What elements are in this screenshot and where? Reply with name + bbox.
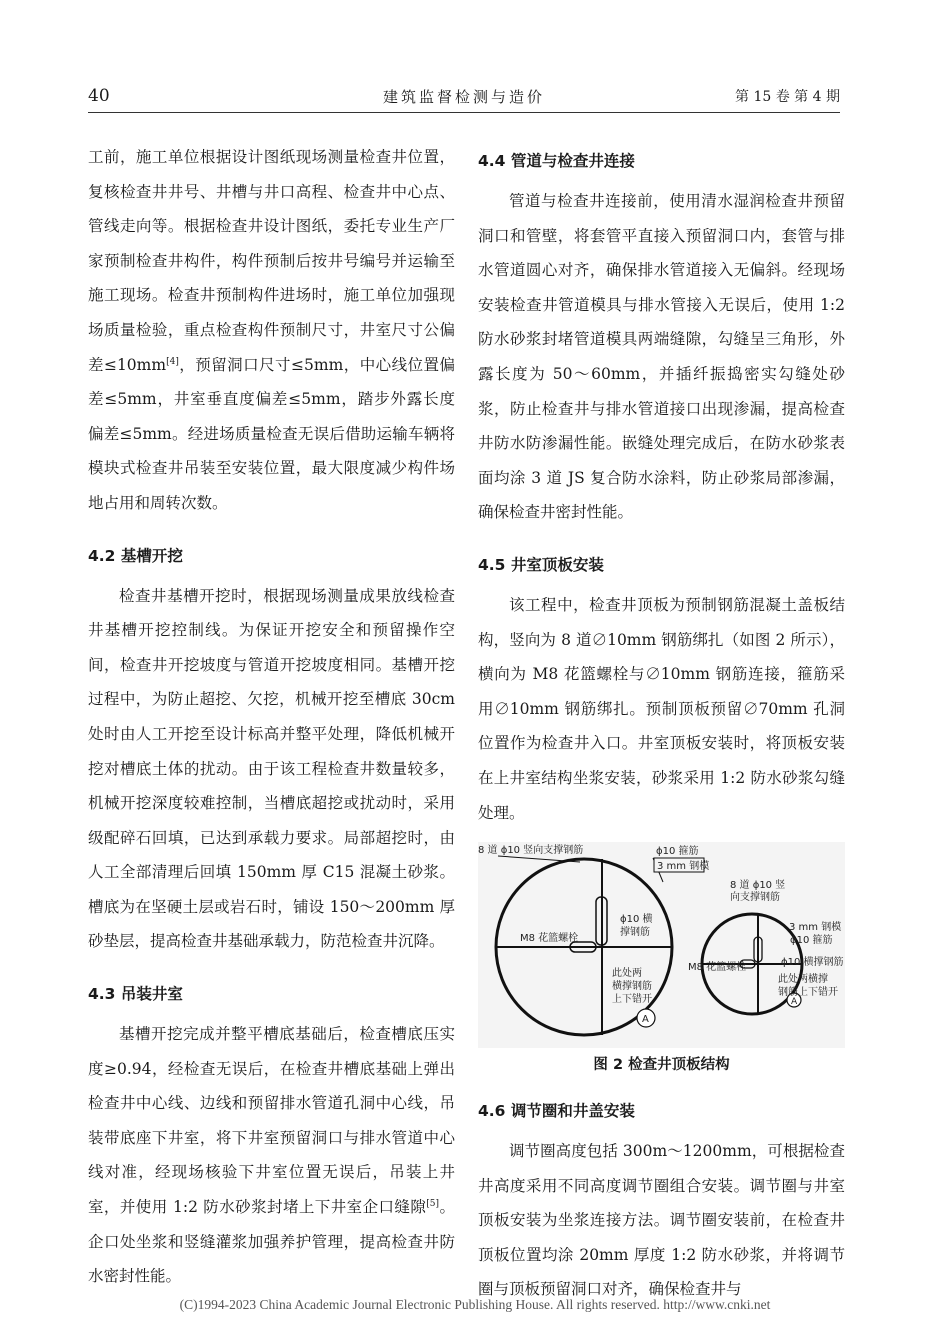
paragraph: 管道与检查井连接前，使用清水湿润检查井预留洞口和管壁，将套管平直接入预留洞口内，套管与排水管道圆心对齐，确保排水管道接入无偏斜。经现场安装检查井管道模具与排水管接入无误后，使用 1:2 防水砂浆封堵管道模具两端缝隙，勾缝呈三角形，外露长度为 50～60mm，并插纤振捣密实勾缝处砂浆，防止检查井与排水管道接口出现渗漏，提高检查井防水防渗漏性能。嵌缝处理完成后，在防水砂浆表面均涂 3 道 JS 复合防水涂料，防止砂浆局部渗漏，确保检查井密封性能。	[478, 192, 845, 522]
section-heading-4-2: 4.2 基槽开挖	[88, 546, 183, 565]
paragraph-text: 。企口处坐浆和竖缝灌浆加强养护管理，提高检查井防水密封性能。	[88, 1198, 455, 1286]
big-label-note3: 上下错开	[612, 994, 652, 1006]
small-label-mold: 3 mm 钢模	[789, 922, 842, 934]
big-label-horiz2: 撑钢筋	[620, 927, 650, 939]
big-label-horiz1: ϕ10 横	[620, 914, 653, 926]
paragraph	[88, 1017, 455, 1294]
left-column	[88, 140, 455, 1294]
small-label-bolt: M8 花篮螺栓	[688, 962, 747, 974]
paragraph: 该工程中，检查井顶板为预制钢筋混凝土盖板结构，竖向为 8 道∅10mm 钢筋绑扎（如图 2 所示），横向为 M8 花篮螺栓与∅10mm 钢筋连接，箍筋采用∅10mm 钢筋绑扎。预制顶板预留∅70mm 孔洞位置作为检查井入口。井室顶板安装时，将顶板安装在上井室结构坐浆安装，砂浆采用 1:2 防水砂浆勾缝处理。	[478, 595, 845, 822]
figure-caption: 图 2 检查井顶板结构	[593, 1057, 730, 1074]
big-label-mold: 3 mm 钢模	[657, 861, 710, 873]
paragraph: 调节圈高度包括 300m～1200mm，可根据检查井高度采用不同高度调节圈组合安装。调节圈与井室顶板安装为坐浆连接方法。调节圈安装前，在检查井顶板位置均涂 20mm 厚度 1:2 防水砂浆，并将调节圈与顶板预留洞口对齐，确保检查井与	[478, 1142, 845, 1299]
big-label-note2: 横撑钢筋	[612, 981, 652, 993]
paragraph-text: ，预留洞口尺寸≤5mm，中心线位置偏差≤5mm，井室垂直度偏差≤5mm，踏步外露长度偏差≤5mm。经进场质量检查无误后借助运输车辆将模块式检查井吊装至安装位置，最大限度减少构件场地占用和周转次数。	[88, 355, 456, 512]
big-label-note1: 此处两	[612, 968, 642, 980]
running-header	[88, 86, 840, 110]
section-heading-4-6: 4.6 调节圈和井盖安装	[478, 1102, 635, 1121]
header-divider	[88, 112, 840, 113]
small-label-stirrup: ϕ10 箍筋	[790, 935, 833, 947]
small-label-vert1: 8 道 ϕ10 竖	[730, 880, 786, 892]
section-heading-4-5: 4.5 井室顶板安装	[478, 555, 604, 574]
big-label-bolt: M8 花篮螺栓	[520, 933, 579, 945]
figure-2	[478, 842, 845, 1048]
small-label-note1: 此处两横撑	[778, 974, 828, 986]
section-heading-4-3: 4.3 吊装井室	[88, 985, 183, 1004]
paragraph: 检查井基槽开挖时，根据现场测量成果放线检查井基槽开挖控制线。为保证开挖安全和预留操作空间，检查井开挖坡度与管道开挖坡度相同。基槽开挖过程中，为防止超挖、欠挖，机械开挖至槽底 30cm 处时由人工开挖至设计标高并整平处理，降低机械开挖对槽底土体的扰动。由于该工程检查井数量较多，机械开挖深度较难控制，当槽底超挖或扰动时，采用级配碎石回填，已达到承载力要求。局部超挖时，由人工全部清理后回填 150mm 厚 C15 混凝土砂浆。槽底为在坚硬土层或岩石时，铺设 150～200mm 厚砂垫层，提高检查井基础承载力，防范检查井沉降。	[88, 586, 455, 951]
volume-issue: 第 15 卷 第 4 期	[735, 89, 840, 105]
manhole-roof-diagram	[478, 842, 845, 1048]
paragraph-continued	[88, 140, 455, 521]
big-label-vert: 8 道 ϕ10 竖向支撑钢筋	[478, 845, 584, 857]
section-heading-4-4: 4.4 管道与检查井连接	[478, 152, 635, 170]
citation-5[interactable]: [5]	[426, 1198, 440, 1209]
right-column	[478, 140, 845, 1307]
paragraph-text: 基槽开挖完成并整平槽底基础后，检查槽底压实度≥0.94，经检查无误后，在检查井槽底基础上弹出检查井中心线、边线和预留排水管道孔洞中心线，吊装带底座下井室，将下井室预留洞口与排水管道中心线对准，经现场核验下井室位置无误后，吊装上井室，并使用 1:2 防水砂浆封堵上下井室企口缝隙	[88, 1025, 455, 1217]
big-marker: A	[642, 1014, 649, 1026]
big-label-stirrup: ϕ10 箍筋	[656, 846, 699, 858]
page-number: 40	[88, 86, 110, 106]
small-label-note2: 钢筋上下错开	[778, 987, 838, 999]
copyright-footer: (C)1994-2023 China Academic Journal Electronic Publishing House. All rights reserved. http://www.cnki.net	[179, 1297, 771, 1312]
paragraph-text: 工前，施工单位根据设计图纸现场测量检查井位置，复核检查井井号、井槽与井口高程、检查井中心点、管线走向等。根据检查井设计图纸，委托专业生产厂家预制检查井构件，构件预制后按井号编号并运输至施工现场。检查井预制构件进场时，施工单位加强现场质量检验，重点检查构件预制尺寸，井室尺寸公偏差≤10mm	[88, 148, 455, 374]
citation-4[interactable]: [4]	[166, 356, 179, 367]
small-label-horiz: ϕ10 横撑钢筋	[781, 957, 844, 969]
journal-title: 建筑监督检测与造价	[382, 88, 545, 106]
small-label-vert2: 向支撑钢筋	[730, 892, 780, 904]
small-marker: A	[791, 997, 798, 1008]
